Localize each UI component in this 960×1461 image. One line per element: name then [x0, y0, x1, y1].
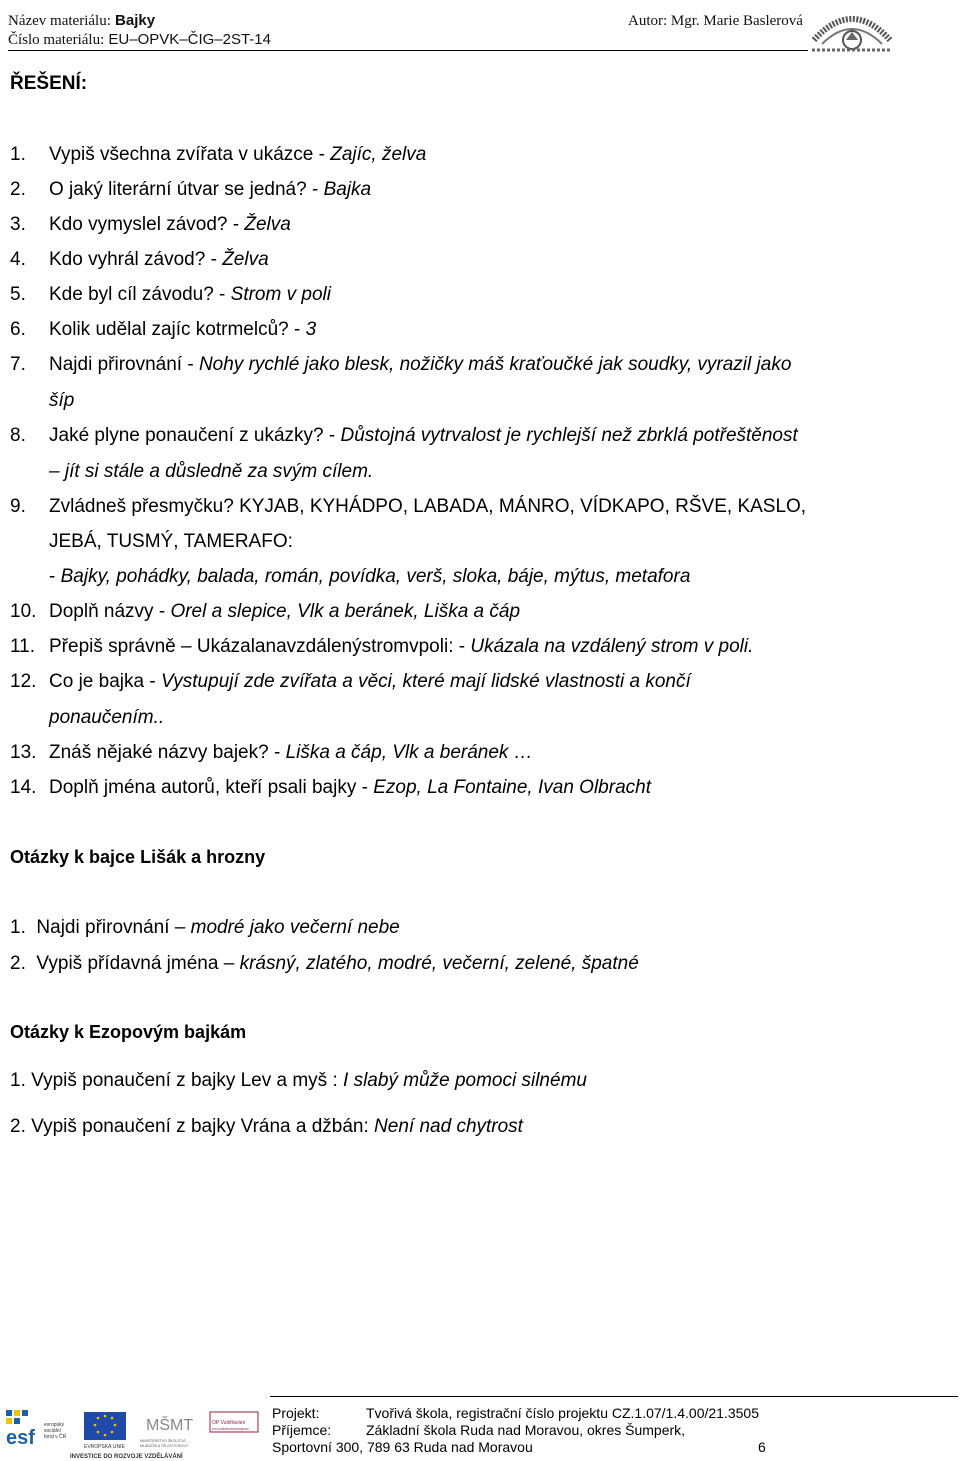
answer-number: 1.: [10, 144, 26, 165]
answer-question: Zvládneš přesmyčku?: [49, 496, 240, 517]
solution-heading: ŘEŠENÍ:: [10, 73, 88, 94]
answer-number: 14.: [10, 777, 37, 798]
answer-text: Ukázala na vzdálený strom v poli.: [470, 636, 754, 657]
footer-project-value: Tvořivá škola, registrační číslo projektu CZ.1.07/1.4.00/21.3505: [366, 1405, 759, 1421]
svg-text:pro konkurenceschopnost: pro konkurenceschopnost: [212, 1427, 249, 1431]
answer-number: 5.: [10, 284, 26, 305]
section-title-lisak: Otázky k bajce Lišák a hrozny: [10, 847, 266, 867]
footer-rule: [270, 1396, 958, 1397]
esf-logo: [6, 1410, 67, 1449]
footer-recipient-label: Příjemce:: [272, 1422, 332, 1438]
anagram-words: KYJAB, KYHÁDPO, LABADA, MÁNRO, VÍDKAPO, RŠVE, KASLO,: [239, 496, 807, 517]
answer-question: Kolik udělal zajíc kotrmelců? -: [49, 319, 306, 340]
footer-recipient-value: Základní škola Ruda nad Moravou, okres Šumperk,: [366, 1422, 686, 1438]
answer-number: 8.: [10, 425, 26, 446]
item-question: 2. Vypiš ponaučení z bajky Vrána a džbán:: [10, 1116, 375, 1137]
eu-flag-logo: [84, 1412, 126, 1450]
answer-text: Strom v poli: [230, 284, 331, 305]
header-rule: [8, 50, 808, 51]
school-seal-logo: [808, 4, 896, 56]
svg-text:MŠMT: MŠMT: [146, 1417, 194, 1434]
svg-text:esf: esf: [6, 1427, 35, 1449]
footer-project-label: Projekt:: [272, 1405, 320, 1421]
item-answer: Není nad chytrost: [374, 1116, 523, 1137]
answer-question: Přepiš správně – Ukázalanavzdálenýstromvpoli: -: [49, 636, 471, 657]
answer-number: 12.: [10, 671, 37, 692]
material-name-label: Název materiálu:: [8, 13, 111, 29]
answer-text: 3: [305, 319, 317, 340]
author: Autor: Mgr. Marie Baslerová: [628, 13, 803, 29]
answer-text: Orel a slepice, Vlk a beránek, Liška a čáp: [170, 601, 521, 622]
ezop-item-1: [10, 1069, 587, 1093]
msmt-logo: [140, 1415, 193, 1448]
answer-text: Nohy rychlé jako blesk, nožičky máš kraťoučké jak soudky, vyrazil jako: [198, 354, 792, 375]
answer-question: Znáš nějaké názvy bajek? -: [49, 742, 286, 763]
answer-9-solution: [49, 565, 690, 589]
answer-text: Liška a čáp, Vlk a beránek …: [285, 742, 533, 763]
op-vk-logo: [210, 1412, 258, 1432]
page-number: 6: [758, 1439, 766, 1455]
svg-text:evropskýsociálnífond v ČR: evropský sociální fond v ČR: [44, 1422, 67, 1440]
funding-slogan: INVESTICE DO ROZVOJE VZDĚLÁVÁNÍ: [70, 1454, 183, 1460]
item-answer: krásný, zlatého, modré, večerní, zelené, špatné: [239, 953, 639, 974]
answer-text: Vystupují zde zvířata a věci, které mají lidské vlastnosti a končí: [160, 671, 691, 692]
lisak-item-1: [10, 916, 400, 940]
item-question: Najdi přirovnání –: [36, 917, 191, 938]
ezop-item-2: [10, 1115, 523, 1139]
answer-7-continuation: šíp: [49, 390, 75, 411]
section-title-ezop: Otázky k Ezopovým bajkám: [10, 1022, 247, 1042]
funding-logos: [4, 1404, 266, 1460]
answer-number: 7.: [10, 354, 26, 375]
answer-text: Ezop, La Fontaine, Ivan Olbracht: [373, 777, 651, 798]
svg-text:MLÁDEŽE A TĚLOVÝCHOVY: MLÁDEŽE A TĚLOVÝCHOVY: [140, 1444, 188, 1448]
item-answer: I slabý může pomoci silnému: [343, 1070, 587, 1091]
answer-8-continuation: – jít si stále a důsledně za svým cílem.: [49, 461, 374, 482]
answer-12-continuation: ponaučením..: [49, 707, 165, 728]
answer-text: Bajka: [323, 179, 372, 200]
svg-text:OP Vzdělávání: OP Vzdělávání: [212, 1420, 246, 1426]
answer-question: Co je bajka -: [49, 671, 161, 692]
answer-question: Doplň názvy -: [49, 601, 171, 622]
answer-number: 10.: [10, 601, 37, 622]
answer-text: Želva: [244, 214, 291, 235]
item-question: Vypiš přídavná jména –: [36, 953, 240, 974]
svg-text:EVROPSKÁ UNIE: EVROPSKÁ UNIE: [84, 1444, 125, 1450]
answer-number: 3.: [10, 214, 26, 235]
answer-question: Kdo vymyslel závod? -: [49, 214, 245, 235]
answer-question: Jaké plyne ponaučení z ukázky? -: [49, 425, 341, 446]
material-name-value: Bajky: [115, 12, 156, 29]
answer-text: Bajky, pohádky, balada, román, povídka, verš, sloka, báje, mýtus, metafora: [60, 566, 691, 587]
answer-question: Kdo vyhrál závod? -: [49, 249, 223, 270]
material-name: [8, 12, 155, 30]
answer-number: 9.: [10, 496, 26, 517]
answer-number: 6.: [10, 319, 26, 340]
answer-question: Vypiš všechna zvířata v ukázce -: [49, 144, 331, 165]
answer-question: Najdi přirovnání -: [49, 354, 199, 375]
item-number: 1.: [10, 917, 26, 938]
answer-question: O jaký literární útvar se jedná? -: [49, 179, 324, 200]
answer-number: 13.: [10, 742, 37, 763]
answer-number: 11.: [10, 636, 36, 657]
footer-address: Sportovní 300, 789 63 Ruda nad Moravou: [272, 1439, 533, 1455]
answer-text: Zajíc, želva: [330, 144, 427, 165]
material-number: [8, 31, 271, 49]
svg-text:MINISTERSTVO ŠKOLSTVÍ,: MINISTERSTVO ŠKOLSTVÍ,: [140, 1439, 187, 1443]
answer-question: Doplň jména autorů, kteří psali bajky -: [49, 777, 374, 798]
answer-text: Důstojná vytrvalost je rychlejší než zbrklá potřeštěnost: [340, 425, 798, 446]
answer-text: Želva: [222, 249, 269, 270]
answer-dash: -: [49, 566, 61, 587]
material-number-label: Číslo materiálu:: [8, 32, 105, 48]
material-number-value: EU–OPVK–ČIG–2ST-14: [108, 31, 271, 48]
answer-number: 4.: [10, 249, 26, 270]
item-number: 2.: [10, 953, 26, 974]
answer-number: 2.: [10, 179, 26, 200]
anagram-words-continued: JEBÁ, TUSMÝ, TAMERAFO:: [49, 531, 293, 552]
item-question: 1. Vypiš ponaučení z bajky Lev a myš :: [10, 1070, 344, 1091]
lisak-item-2: [10, 952, 639, 976]
answer-question: Kde byl cíl závodu? -: [49, 284, 231, 305]
item-answer: modré jako večerní nebe: [190, 917, 400, 938]
